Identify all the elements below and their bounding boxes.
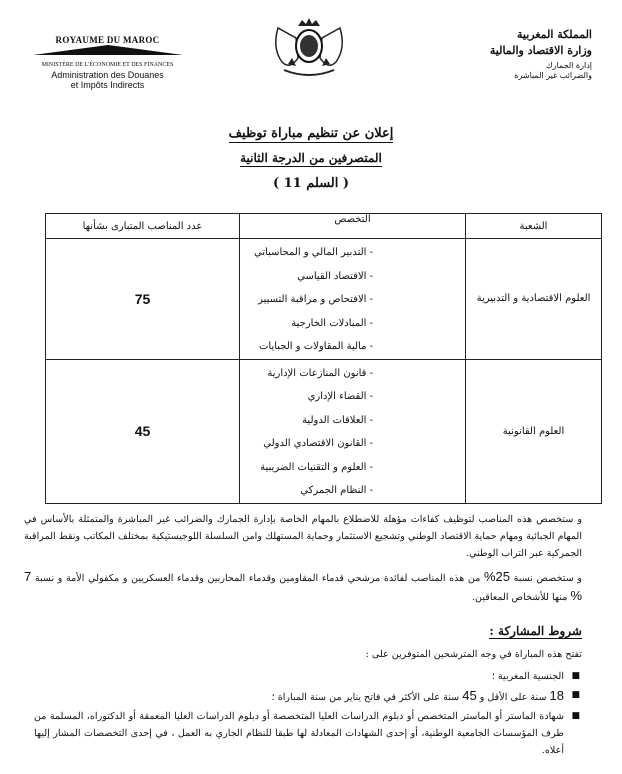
count-cell: 75 xyxy=(46,239,240,360)
header-branch: الشعبة xyxy=(466,214,602,239)
table-row xyxy=(46,239,602,360)
list-item: - العلاقات الدولية xyxy=(240,409,373,433)
administration-label-ar: إدارة الجمارك xyxy=(546,61,592,70)
branch-cell: العلوم الاقتصادية و التدبيرية xyxy=(466,239,602,360)
administration-label-ar-2: والضرائب غير المباشرة xyxy=(514,71,592,80)
square-bullet-icon: ■ xyxy=(571,690,580,700)
branch-cell: العلوم القانونية xyxy=(466,359,602,503)
conditions-intro: تفتح هذه المباراة في وجه المترشحين المتوفرين على : xyxy=(365,649,582,660)
conditions-title: شروط المشاركة : xyxy=(489,624,582,638)
list-item: - العلوم و التقنيات الضريبية xyxy=(240,456,373,480)
quota-description: و ستخصص نسبة 25% من هذه المناصب لفائدة مرشحي قدماء المقاومين وقدماء المحاربين وقدماء العسكريين و مكفولي الأمة و نسبة 7 % منها للأشخاص المعاقين. xyxy=(24,569,583,603)
header-specialty: التخصص xyxy=(240,214,466,239)
announcement-subtitle: المتصرفين من الدرجة الثانية xyxy=(240,151,382,165)
kingdom-label-fr: ROYAUME DU MAROC xyxy=(55,35,160,45)
list-item: ■ الجنسية المغربية ؛ xyxy=(34,668,582,685)
specialty-cell xyxy=(240,359,466,503)
square-bullet-icon: ■ xyxy=(571,711,580,721)
list-item: - مالية المقاولات و الجبايات xyxy=(240,335,373,359)
administration-label-fr: Administration des Douanes xyxy=(51,70,164,80)
list-item: - القضاء الإداري xyxy=(240,385,373,409)
list-item: - القانون الاقتصادي الدولي xyxy=(240,432,373,456)
conditions-list xyxy=(34,668,582,761)
announcement-title: إعلان عن تنظيم مباراة توظيف xyxy=(228,126,394,141)
ministry-label-ar: وزارة الاقتصاد والمالية xyxy=(489,44,592,57)
quota-percent-2: 7 % xyxy=(24,569,582,603)
count-cell: 45 xyxy=(46,359,240,503)
specialty-cell xyxy=(240,239,466,360)
quota-percent-1: 25% xyxy=(483,569,511,584)
list-item: - المبادلات الخارجية xyxy=(240,312,373,336)
ministry-label-fr: MINISTÈRE DE L'ÉCONOMIE ET DES FINANCES xyxy=(41,62,174,68)
list-item: - الاقتصاد القياسي xyxy=(240,265,373,289)
list-item: - قانون المنازعات الإدارية xyxy=(240,362,373,386)
list-item: ■ 18 سنة على الأقل و 45 سنة على الأكثر في فاتح يناير من سنة المباراة ؛ xyxy=(271,688,580,703)
header-left-block xyxy=(20,35,195,90)
table-row xyxy=(46,359,602,503)
positions-description: و ستخصص هذه المناصب لتوظيف كفاءات مؤهلة للاضطلاع بالمهام الخاصة بإدارة الجمارك والضرائب غير المباشرة والمتمثلة بالأساس في المهام الجبائية ومهام حماية الاقتصاد الوطني وتشجيع الاستثمار وحماية المستهلك وامن السلسلة اللوجيستيكية بمختلف المكاتب ونقط المراقبة الجمركية عبر التراب الوطني. xyxy=(24,514,582,559)
kingdom-label-ar: المملكة المغربية xyxy=(517,28,592,41)
header-right-block xyxy=(442,28,592,81)
square-bullet-icon: ■ xyxy=(571,671,580,681)
positions-table xyxy=(45,213,602,504)
header-count: عدد المناصب المتبارى بشأنها xyxy=(46,214,240,239)
table-header-row xyxy=(46,214,602,239)
administration-label-fr-2: et Impôts Indirects xyxy=(70,80,145,90)
list-item: - التدبير المالي و المحاسباتي xyxy=(240,241,373,265)
royal-coat-of-arms-icon xyxy=(268,18,350,78)
list-item: - النظام الجمركي xyxy=(240,479,373,503)
list-item: - الافتحاص و مراقبة التسيير xyxy=(240,288,373,312)
triangle-divider-icon xyxy=(33,45,183,55)
list-item: ■ شهادة الماستر أو الماستر المتخصص أو دبلوم الدراسات العليا المتخصصة أو دبلوم الدراسات العليا المعمقة أو الدكتوراه، المسلمة من طرف المؤسسات الجامعية الوطنية، أو إحدى الشهادات المعادلة لها طبقا للنظام الجاري به العمل ، في إحدى التخصصات المشار إليها أعلاه. xyxy=(34,708,582,759)
scale-label: ( السلم 11 ) xyxy=(272,176,350,191)
